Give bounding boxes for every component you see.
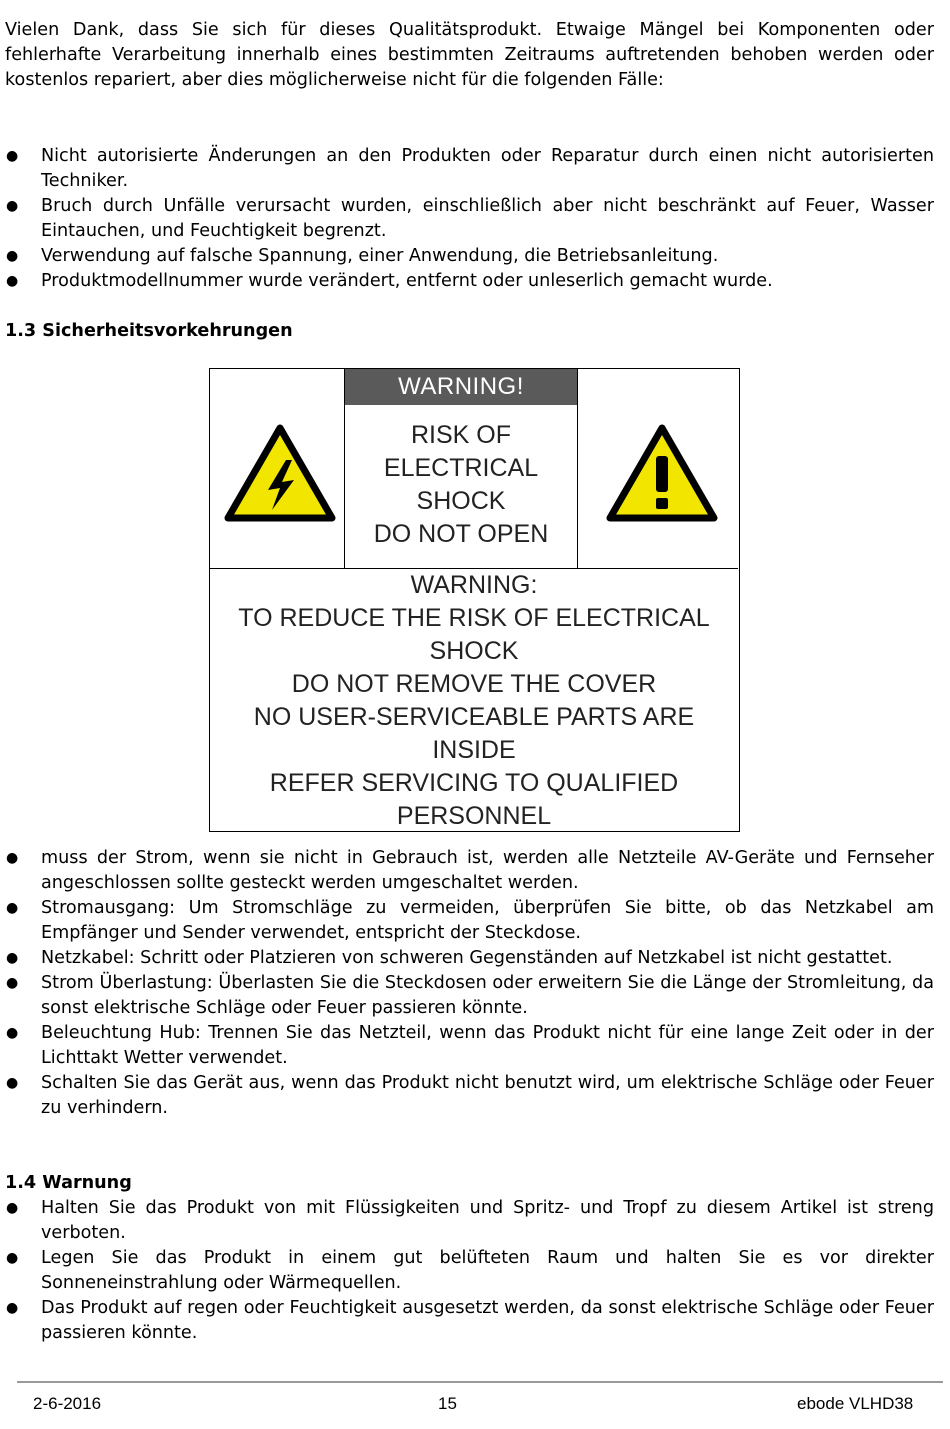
section-heading-safety: 1.3 Sicherheitsvorkehrungen — [5, 321, 293, 341]
bullet-icon: ● — [6, 1025, 19, 1041]
bullet-icon: ● — [6, 273, 19, 289]
list-item: ● Das Produkt auf regen oder Feuchtigkeit ausgesetzt werden, da sonst elektrische Schläge oder Feuer passieren könnte. — [6, 1298, 934, 1343]
footer-date: 2-6-2016 — [33, 1394, 102, 1413]
safety-list — [0, 846, 934, 1121]
exceptions-list — [0, 144, 934, 294]
high-voltage-warning-icon — [224, 424, 336, 524]
list-item: ● Bruch durch Unfälle verursacht wurden, einschließlich aber nicht beschränkt auf Feuer, Wasser Eintauchen, und Feuchtigkeit begrenzt. — [6, 196, 934, 241]
bullet-icon: ● — [6, 1250, 19, 1266]
bullet-icon: ● — [6, 900, 19, 916]
list-item: ● Stromausgang: Um Stromschläge zu vermeiden, überprüfen Sie bitte, ob das Netzkabel am Empfänger und Sender verwendet, entspricht der Steckdose. — [6, 898, 934, 943]
list-item: ● Schalten Sie das Gerät aus, wenn das Produkt nicht benutzt wird, um elektrische Schläge oder Feuer zu verhindern. — [6, 1073, 934, 1118]
warning-list — [0, 1196, 934, 1346]
list-item: ● Produktmodellnummer wurde verändert, entfernt oder unleserlich gemacht wurde. — [0, 269, 934, 294]
warning-banner: WARNING! — [345, 369, 577, 405]
intro-paragraph: Vielen Dank, dass Sie sich für dieses Qualitätsprodukt. Etwaige Mängel bei Komponenten oder fehlerhafte Verarbeitung innerhalb eines bestimmten Zeitraums auftretenden behoben werden oder kostenlos repariert, aber dies möglicherweise nicht für die folgenden Fälle: — [5, 20, 934, 90]
bullet-icon: ● — [6, 248, 19, 264]
bullet-icon: ● — [6, 1200, 19, 1216]
list-item: ● Nicht autorisierte Änderungen an den Produkten oder Reparatur durch einen nicht autorisierten Techniker. — [6, 146, 934, 191]
warning-label-image — [209, 368, 740, 832]
list-item: ● Beleuchtung Hub: Trennen Sie das Netzteil, wenn das Produkt nicht für eine lange Zeit oder in der Lichttakt Wetter verwendet. — [6, 1023, 934, 1068]
list-item: ● Halten Sie das Produkt von mit Flüssigkeiten und Spritz- und Tropf zu diesem Artikel ist streng verboten. — [6, 1198, 934, 1243]
bullet-icon: ● — [6, 975, 19, 991]
bullet-icon: ● — [6, 198, 19, 214]
warning-bottom-text: WARNING: TO REDUCE THE RISK OF ELECTRICAL SHOCK DO NOT REMOVE THE COVER NO USER-SERVICEABLE PARTS ARE INSIDE REFER SERVICING TO QUALIFIED PERSONNEL — [238, 571, 710, 830]
list-item: ● Legen Sie das Produkt in einem gut belüfteten Raum und halten Sie es vor direkter Sonneneinstrahlung oder Wärmequellen. — [6, 1248, 934, 1293]
list-item: ● Verwendung auf falsche Spannung, einer Anwendung, die Betriebsanleitung. — [0, 244, 934, 269]
footer-product: ebode VLHD38 — [797, 1394, 914, 1413]
warning-label-center — [344, 369, 578, 568]
exclamation-warning-icon — [606, 424, 718, 524]
footer-divider — [17, 1381, 943, 1383]
section-heading-warning: 1.4 Warnung — [5, 1173, 132, 1193]
footer-page-number: 15 — [438, 1394, 457, 1413]
warning-center-text: RISK OF ELECTRICAL SHOCK DO NOT OPEN — [373, 421, 549, 548]
list-item: ● muss der Strom, wenn sie nicht in Gebrauch ist, werden alle Netzteile AV-Geräte und Fernseher angeschlossen sollte gesteckt werden umgeschaltet werden. — [6, 848, 934, 893]
bullet-icon: ● — [6, 148, 19, 164]
bullet-icon: ● — [6, 1300, 19, 1316]
bullet-icon: ● — [6, 1075, 19, 1091]
bullet-icon: ● — [6, 950, 19, 966]
warning-label-top — [210, 369, 738, 569]
list-item: ● Netzkabel: Schritt oder Platzieren von schweren Gegenständen auf Netzkabel ist nicht gestattet. — [0, 946, 934, 971]
bullet-icon: ● — [6, 850, 19, 866]
list-item: ● Strom Überlastung: Überlasten Sie die Steckdosen oder erweitern Sie die Länge der Stromleitung, da sonst elektrische Schläge oder Feuer passieren könnte. — [6, 973, 934, 1018]
